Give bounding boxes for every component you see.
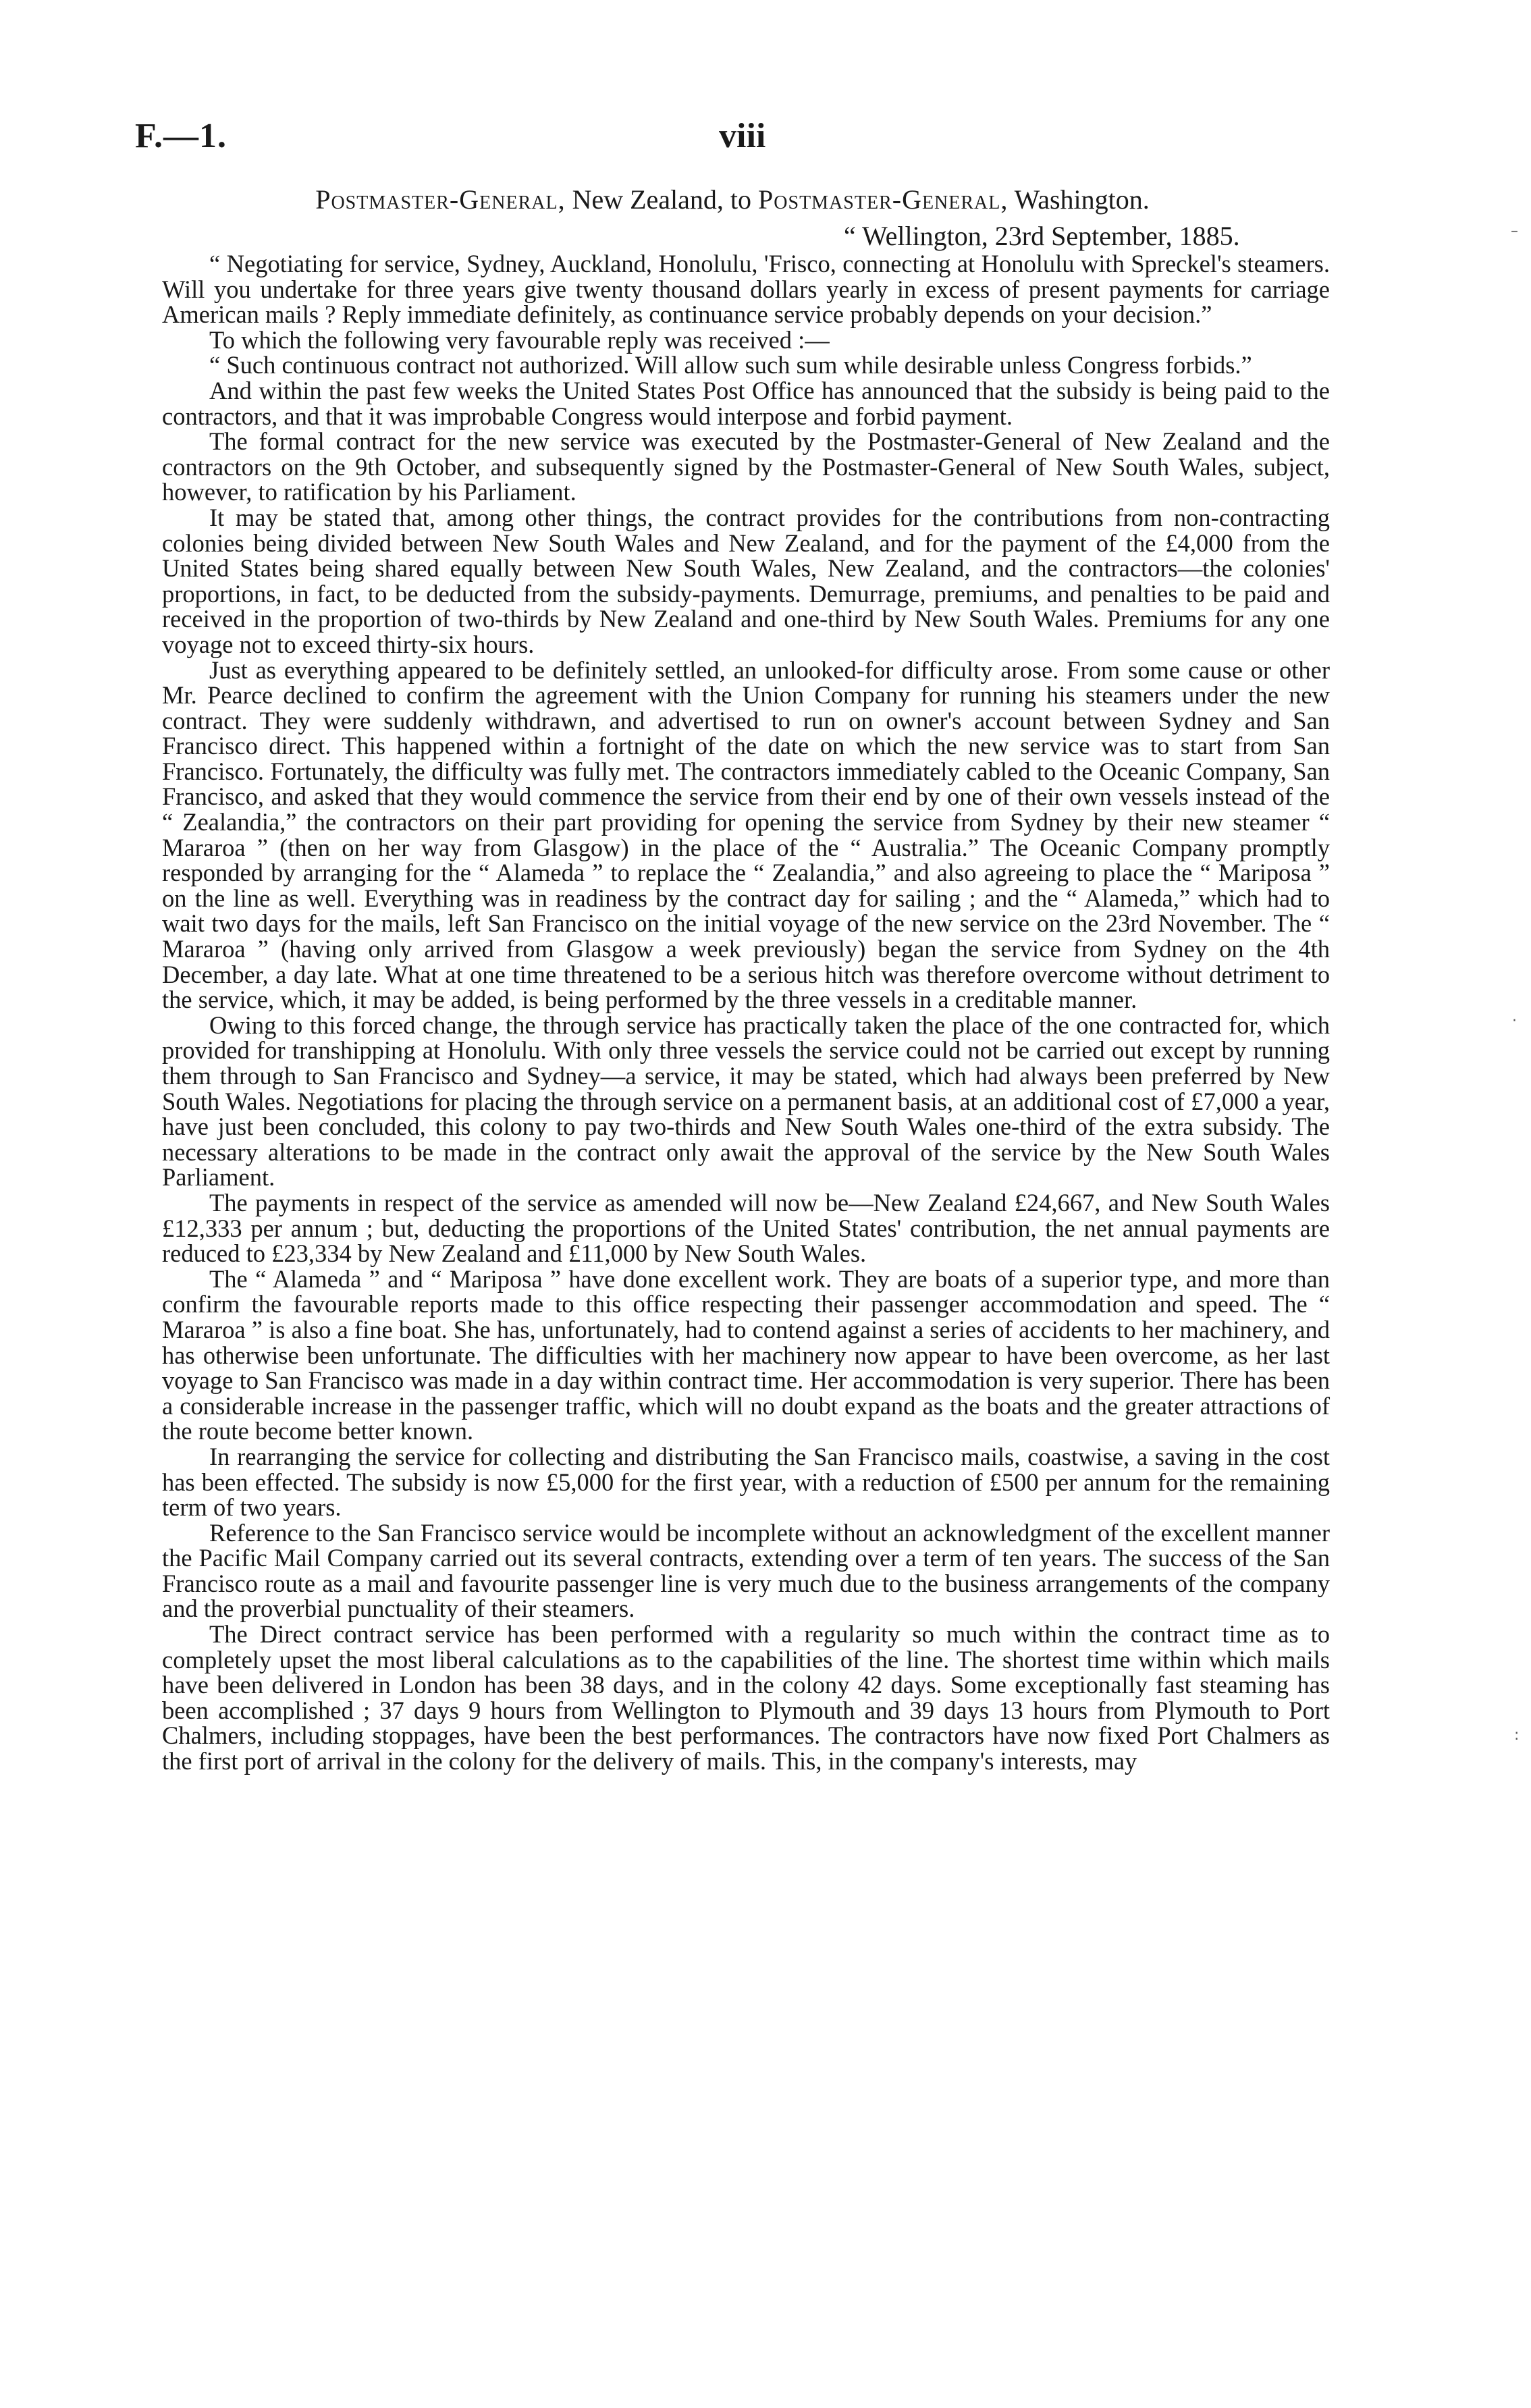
heading-recipient-rest: Washington.: [1008, 184, 1150, 215]
heading-sender-rest: New Zealand, to: [565, 184, 759, 215]
paragraph: “ Negotiating for service, Sydney, Auckland, Honolulu, 'Frisco, connecting at Honolulu with Spreckel's steamers. Will you undertake for three years give twenty thousand dollars yearly in excess of present payments for carriage American mails ? Reply immediate definitely, as continuance service probably depends on your decision.”: [162, 250, 1330, 329]
paragraph: The payments in respect of the service as amended will now be—New Zealand £24,667, and New South Wales £12,333 per annum ; but, deducting the proportions of the United States' contribution, the net annual payments are reduced to £23,334 by New Zealand and £11,000 by New South Wales.: [162, 1188, 1330, 1268]
page-number: viii: [719, 117, 766, 155]
paragraph: And within the past few weeks the United States Post Office has announced that the subsidy is being paid to the contractors, and that it was improbable Congress would interpose and forbid payment.: [162, 376, 1330, 430]
paragraph: The “ Alameda ” and “ Mariposa ” have done excellent work. They are boats of a superior type, and more than confirm the favourable reports made to this office respecting their passenger accommodation and speed. The “ Mararoa ” is also a fine boat. She has, unfortunately, had to contend against a series of accidents to her machinery, and has otherwise been unfortunate. The difficulties with her machinery now appear to have been overcome, as her last voyage to San Francisco was made in a day within contract time. Her accommodation is very superior. There has been a considerable increase in the passenger traffic, which will no doubt expand as the boats and the greater attractions of the route become better known.: [162, 1264, 1330, 1445]
paragraph: Just as everything appeared to be definitely settled, an unlooked-for difficulty arose. From some cause or other Mr. Pearce declined to confirm the agreement with the Union Company for running his steamers under the new contract. They were suddenly withdrawn, and advertised to run on owner's account between Sydney and San Francisco direct. This happened within a fortnight of the date on which the new service was to start from San Francisco. Fortunately, the difficulty was fully met. The contractors immediately cabled to the Oceanic Company, San Francisco, and asked that they would commence the service from their end by one of their own vessels instead of the “ Zealandia,” the contractors on their part providing for opening the service from Sydney by their new steamer “ Mararoa ” (then on her way from Glasgow) in the place of the “ Australia.” The Oceanic Company promptly responded by arranging for the “ Alameda ” to replace the “ Zealandia,” and also agreeing to place the “ Mariposa ” on the line as well. Everything was in readiness by the contract day for sailing ; and the “ Alameda,” which had to wait two days for the mails, left San Francisco on the initial voyage of the new service on the 23rd November. The “ Mararoa ” (having only arrived from Glasgow a week previously) began the service from Sydney on the 4th December, a day late. What at one time threatened to be a serious hitch was therefore overcome without detriment to the service, which, it may be added, is being performed by the three vessels in a creditable manner.: [162, 655, 1330, 1014]
document-reference: F.—1.: [135, 117, 227, 155]
paragraph: Reference to the San Francisco service would be incomplete without an acknowledgment of the excellent manner the Pacific Mail Company carried out its several contracts, extending over a term of ten years. The success of the San Francisco route as a mail and favourite passenger line is very much due to the business arrangements of the company and the proverbial punctuality of their steamers.: [162, 1518, 1330, 1623]
heading-sender: Postmaster-General,: [315, 184, 566, 215]
paragraph: It may be stated that, among other things, the contract provides for the contributions from non-contracting colonies being divided between New South Wales and New Zealand, and for the payment of the £4,000 from the United States being shared equally between New South Wales, New Zealand, and the contractors—the colonies' proportions, in fact, to be deducted from the subsidy-payments. Demurrage, premiums, and penalties to be paid and received in the proportion of two-thirds by New Zealand and one-third by New South Wales. Premiums for any one voyage not to exceed thirty-six hours.: [162, 503, 1330, 658]
paragraph: In rearranging the service for collecting and distributing the San Francisco mails, coastwise, a saving in the cost has been effected. The subsidy is now £5,000 for the first year, with a reduction of £500 per annum for the remaining term of two years.: [162, 1442, 1330, 1522]
telegram-heading: [135, 182, 1330, 217]
paragraph: Owing to this forced change, the through service has practically taken the place of the one contracted for, which provided for transhipping at Honolulu. With only three vessels the service could not be carried out except by running them through to San Francisco and Sydney—a service, it may be stated, which had always been preferred by New South Wales. Negotiations for placing the through service on a permanent basis, at an additional cost of £7,000 a year, have just been concluded, this colony to pay two-thirds and New South Wales one-third of the extra subsidy. The necessary alterations to be made in the contract only await the approval of the service by the New South Wales Parliament.: [162, 1011, 1330, 1192]
paragraph: “ Such continuous contract not authorized. Will allow such sum while desirable unless Congress forbids.”: [209, 351, 1252, 379]
heading-recipient: Postmaster-General,: [758, 184, 1009, 215]
paragraph: To which the following very favourable reply was received :—: [209, 325, 830, 354]
telegram-dateline: “ Wellington, 23rd September, 1885.: [844, 221, 1240, 251]
scan-speck: ·: [1512, 1013, 1517, 1029]
paragraph: The formal contract for the new service was executed by the Postmaster-General of New Zealand and the contractors on the 9th October, and subsequently signed by the Postmaster-General of New South Wales, subject, however, to ratification by his Parliament.: [162, 427, 1330, 506]
paragraph: The Direct contract service has been performed with a regularity so much within the contract time as to completely upset the most liberal calculations as to the capabilities of the line. The shortest time within which mails have been delivered in London has been 38 days, and in the colony 42 days. Some exceptionally fast steaming has been accomplished ; 37 days 9 hours from Wellington to Plymouth and 39 days 13 hours from Plymouth to Port Chalmers, including stoppages, have been the best performances. The contractors have now fixed Port Chalmers as the first port of arrival in the colony for the delivery of mails. This, in the company's interests, may: [162, 1620, 1330, 1775]
scan-speck: :: [1514, 1727, 1520, 1744]
scan-speck: –: [1511, 223, 1518, 240]
body-text: [162, 251, 1330, 1774]
